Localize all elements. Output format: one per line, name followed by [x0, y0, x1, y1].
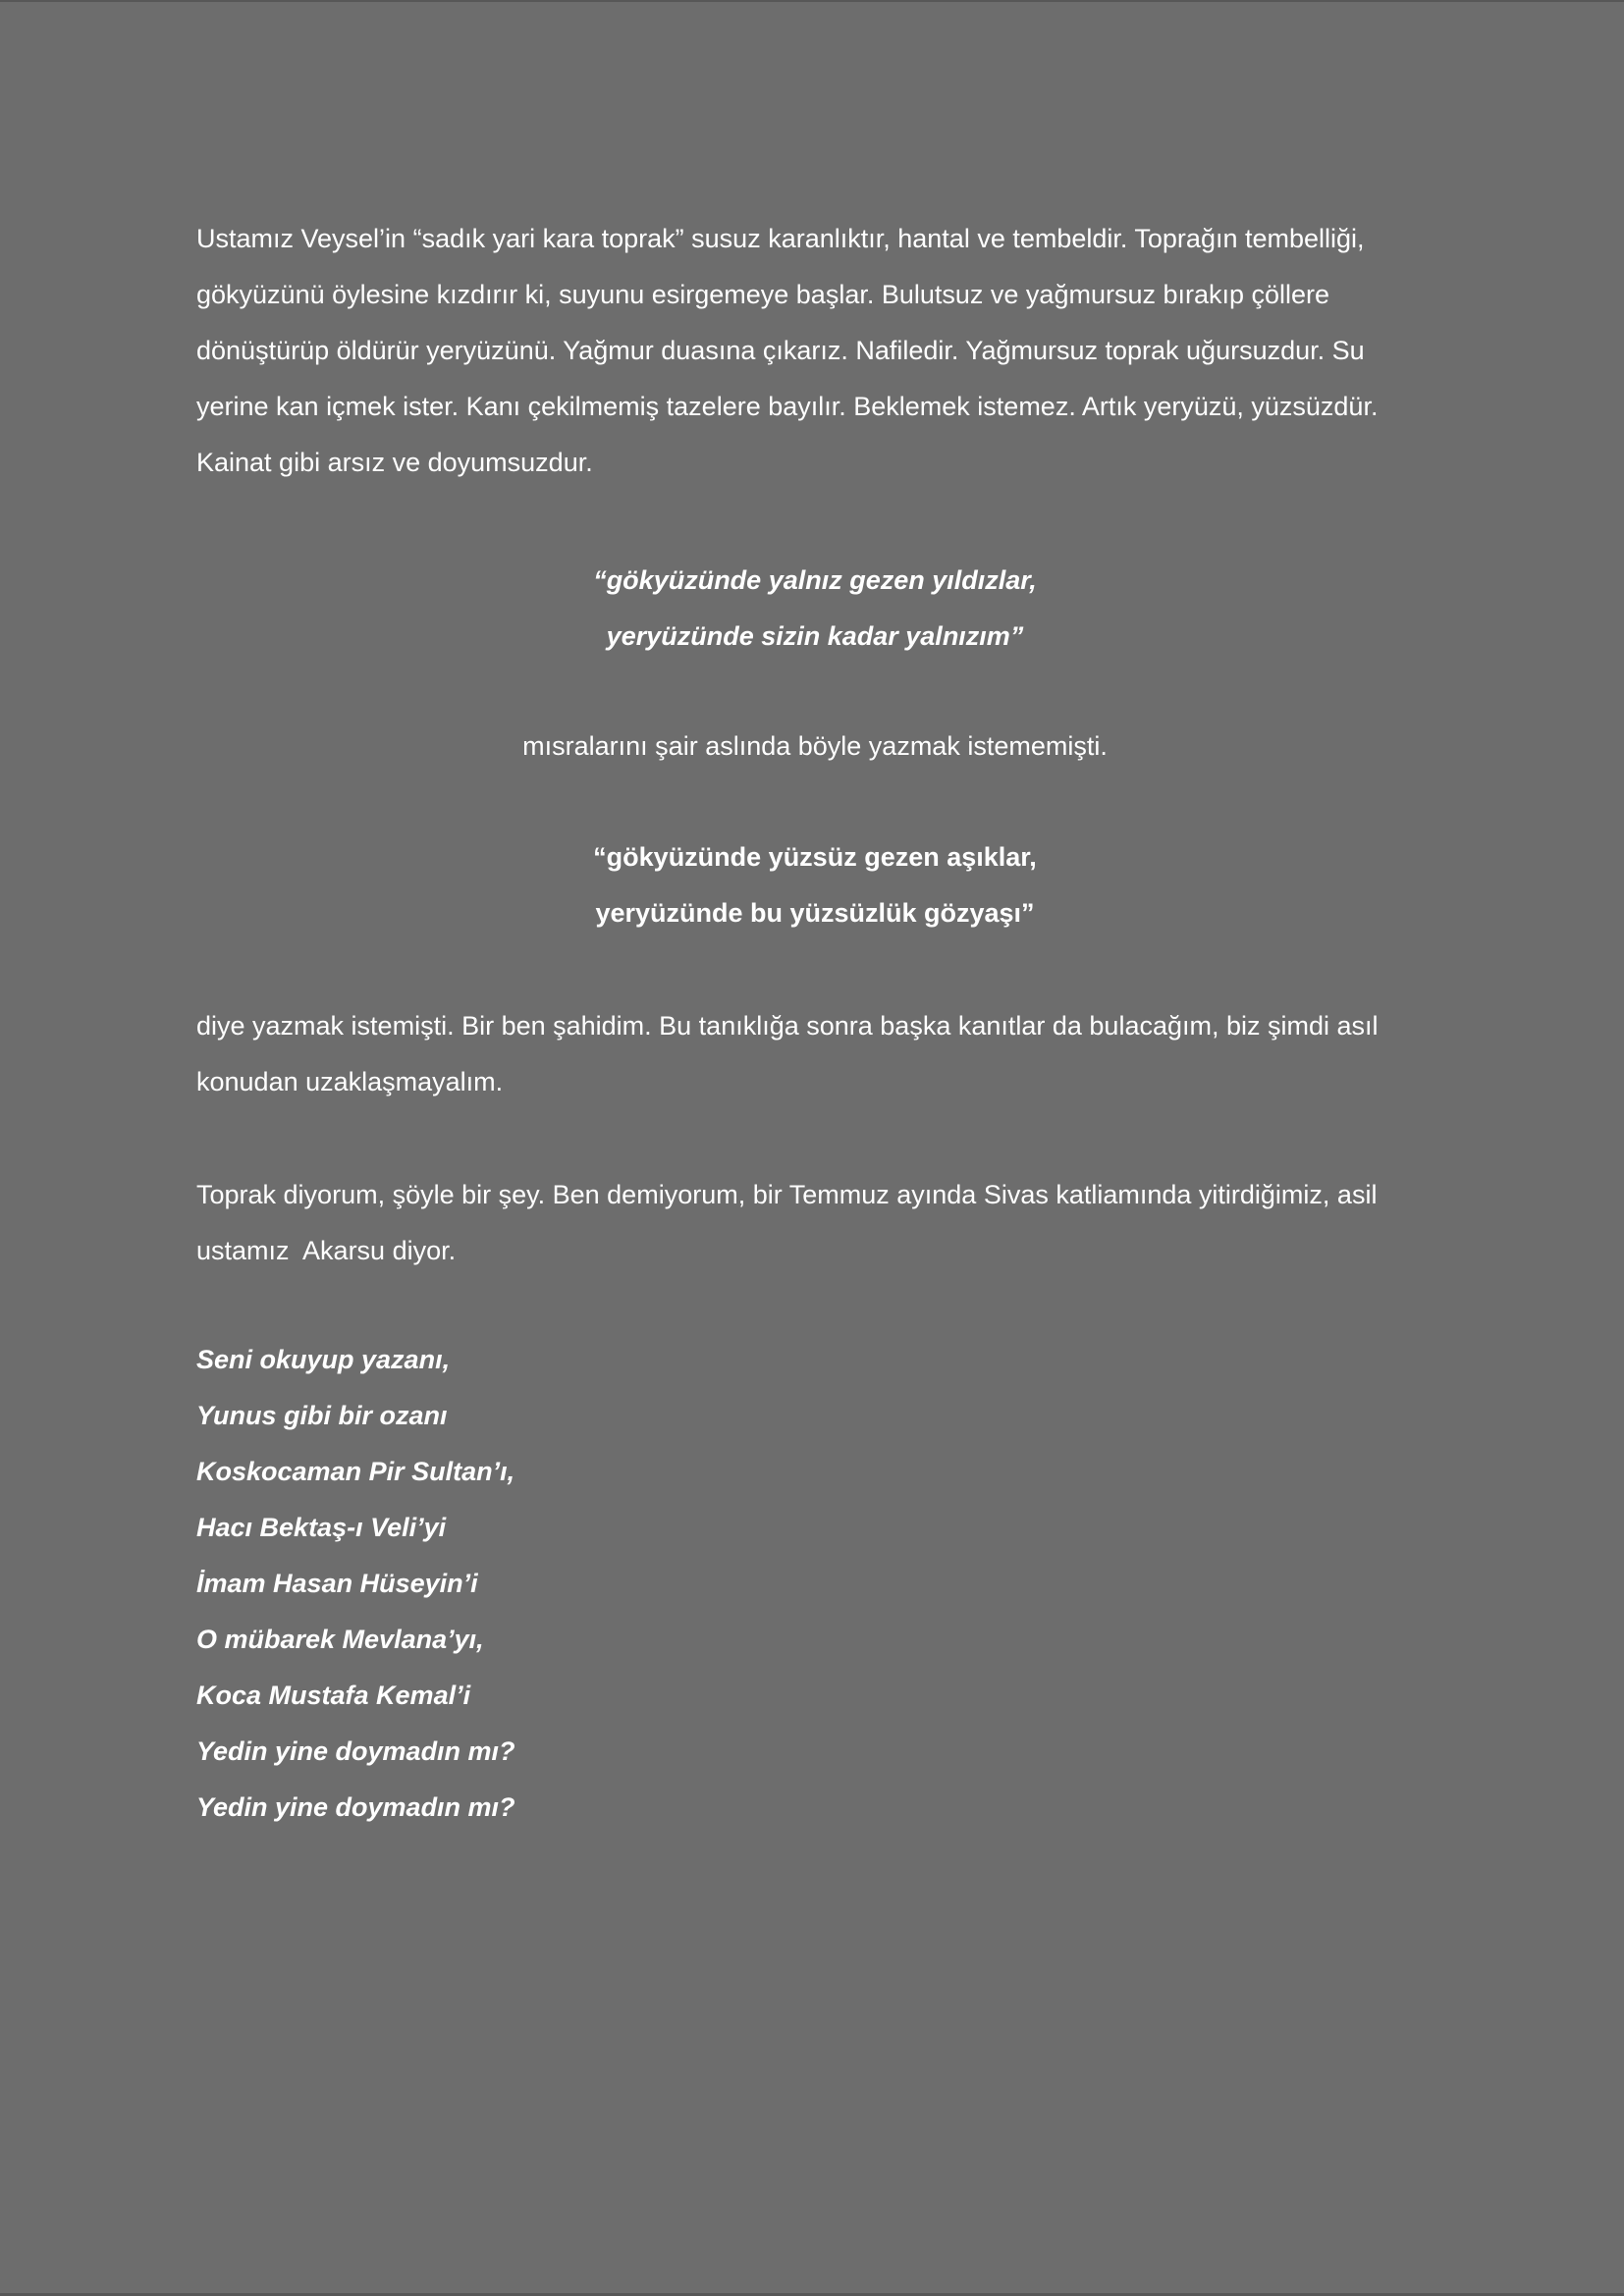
paragraph-witness — [196, 998, 1434, 1110]
poem-line: Koskocaman Pir Sultan’ı, — [196, 1457, 515, 1486]
paragraph-line: ustamız Akarsu diyor. — [196, 1236, 457, 1265]
poem-line: İmam Hasan Hüseyin’i — [196, 1569, 478, 1598]
paragraph-line: Ustamız Veysel’in “sadık yari kara toprak” susuz karanlıktır, hantal ve tembeldir. Toprağın tembelliği, — [196, 224, 1365, 253]
paragraph-line: Kainat gibi arsız ve doyumsuzdur. — [196, 448, 593, 477]
poem-line: Yedin yine doymadın mı? — [196, 1792, 515, 1822]
poem-line: Seni okuyup yazanı, — [196, 1345, 451, 1374]
interlude-text — [196, 719, 1434, 774]
verse-line: “gökyüzünde yalnız gezen yıldızlar, — [593, 565, 1037, 595]
poem-line: Koca Mustafa Kemal’i — [196, 1681, 471, 1710]
paragraph-line: gökyüzünü öylesine kızdırır ki, suyunu esirgemeye başlar. Bulutsuz ve yağmursuz bırakıp çöllere — [196, 280, 1330, 309]
interlude-line: mısralarını şair aslında böyle yazmak istememişti. — [522, 731, 1108, 761]
verse-quote-rewritten — [196, 829, 1434, 941]
verse-line: yeryüzünde bu yüzsüzlük gözyaşı” — [595, 898, 1035, 928]
verse-line: yeryüzünde sizin kadar yalnızım” — [606, 621, 1024, 651]
paragraph-line: dönüştürüp öldürür yeryüzünü. Yağmur duasına çıkarız. Nafiledir. Yağmursuz toprak uğursuzdur. Su — [196, 336, 1365, 365]
paragraph-line: diye yazmak istemişti. Bir ben şahidim. Bu tanıklığa sonra başka kanıtlar da bulacağım, biz şimdi asıl — [196, 1011, 1379, 1041]
paragraph-line: Toprak diyorum, şöyle bir şey. Ben demiyorum, bir Temmuz ayında Sivas katliamında yitirdiğimiz, asil — [196, 1180, 1378, 1209]
paragraph-line: konudan uzaklaşmayalım. — [196, 1067, 504, 1096]
paragraph-toprak-intro — [196, 211, 1434, 491]
poem-line: O mübarek Mevlana’yı, — [196, 1625, 484, 1654]
verse-quote-original — [196, 553, 1434, 665]
poem-line: Hacı Bektaş-ı Veli’yi — [196, 1513, 447, 1542]
poem-line: Yunus gibi bir ozanı — [196, 1401, 448, 1430]
paragraph-akarsu — [196, 1167, 1434, 1279]
poem-akarsu-verses — [196, 1332, 1434, 1836]
poem-line: Yedin yine doymadın mı? — [196, 1736, 515, 1766]
verse-line: “gökyüzünde yüzsüz gezen aşıklar, — [593, 842, 1037, 872]
paragraph-line: yerine kan içmek ister. Kanı çekilmemiş tazelere bayılır. Beklemek istemez. Artık yeryüzü, yüzsüzdür. — [196, 392, 1379, 421]
